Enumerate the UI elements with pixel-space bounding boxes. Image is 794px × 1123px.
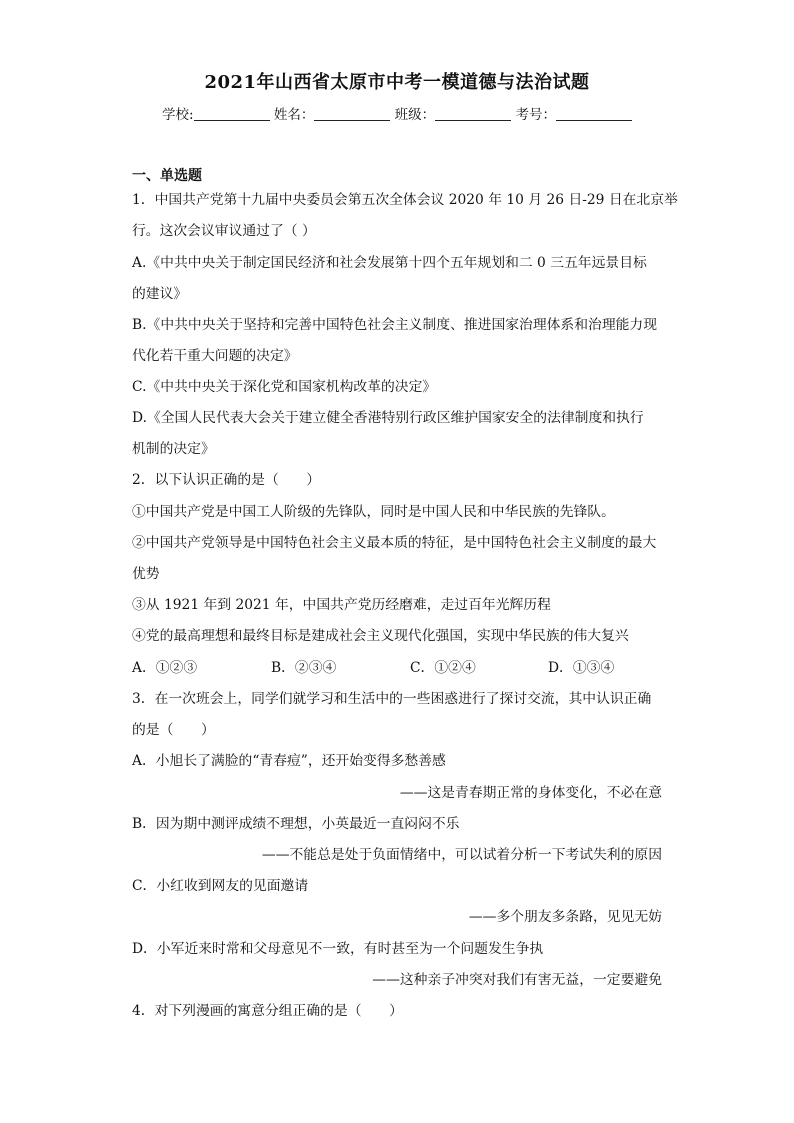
q1-option-d-line-2: 机制的决定》 bbox=[132, 441, 215, 457]
q3-stem-line-2: 的是（ ） bbox=[132, 722, 215, 738]
q1-stem-line-1: 1．中国共产党第十九届中央委员会第五次全体会议 2020 年 10 月 26 日-29 日在北京举 bbox=[132, 192, 678, 208]
q4-stem: 4．对下列漫画的寓意分组正确的是（ ） bbox=[132, 1003, 403, 1019]
name-label: 姓名： bbox=[273, 107, 315, 123]
name-blank[interactable] bbox=[314, 106, 390, 121]
q2-option-d[interactable]: D．①③④ bbox=[548, 660, 615, 676]
q3-option-b: B．因为期中测评成绩不理想，小英最近一直闷闷不乐 bbox=[132, 816, 460, 832]
school-label: 学校: bbox=[162, 107, 194, 123]
exam-number-label: 考号： bbox=[515, 107, 556, 123]
q1-option-b-line-1: B.《中共中央关于坚持和完善中国特色社会主义制度、推进国家治理体系和治理能力现 bbox=[132, 317, 658, 333]
exam-number-blank[interactable] bbox=[556, 106, 632, 121]
section-title: 一、单选题 bbox=[132, 168, 202, 184]
exam-title: 2021年山西省太原市中考一模道德与法治试题 bbox=[204, 72, 590, 93]
q1-option-a-line-1: A.《中共中央关于制定国民经济和社会发展第十四个五年规划和二 0 三五年远景目标 bbox=[132, 255, 647, 271]
q3-option-a-comment: ——这是青春期正常的身体变化，不必在意 bbox=[399, 785, 662, 801]
q2-statement-1: ①中国共产党是中国工人阶级的先锋队，同时是中国人民和中华民族的先锋队。 bbox=[132, 504, 615, 520]
q1-option-d-line-1: D.《全国人民代表大会关于建立健全香港特别行政区维护国家安全的法律制度和执行 bbox=[132, 410, 644, 426]
q2-option-c[interactable]: C．①②④ bbox=[410, 660, 476, 676]
q2-option-a[interactable]: A．①②③ bbox=[132, 660, 198, 676]
q2-stem: 2．以下认识正确的是（ ） bbox=[132, 472, 321, 488]
student-info-row bbox=[0, 103, 794, 123]
q1-option-c: C.《中共中央关于深化党和国家机构改革的决定》 bbox=[132, 379, 437, 395]
school-blank[interactable] bbox=[194, 106, 270, 121]
q1-option-a-line-2: 的建议》 bbox=[132, 286, 188, 302]
q2-statement-4: ④党的最高理想和最终目标是建成社会主义现代化强国，实现中华民族的伟大复兴 bbox=[132, 628, 629, 644]
q3-option-b-comment: ——不能总是处于负面情绪中，可以试着分析一下考试失利的原因 bbox=[261, 847, 662, 863]
q2-statement-2-line-1: ②中国共产党领导是中国特色社会主义最本质的特征，是中国特色社会主义制度的最大 bbox=[132, 535, 657, 551]
q3-stem-line-1: 3．在一次班会上，同学们就学习和生活中的一些困惑进行了探讨交流，其中认识正确 bbox=[132, 691, 652, 707]
class-label: 班级： bbox=[394, 107, 436, 123]
class-blank[interactable] bbox=[435, 106, 511, 121]
q3-option-c: C．小红收到网友的见面邀请 bbox=[132, 878, 309, 894]
q3-option-a: A．小旭长了满脸的“青春痘”，还开始变得多愁善感 bbox=[132, 753, 446, 769]
q2-option-b[interactable]: B．②③④ bbox=[271, 660, 337, 676]
q1-option-b-line-2: 代化若干重大问题的决定》 bbox=[132, 348, 298, 364]
q3-option-d-comment: ——这种亲子冲突对我们有害无益，一定要避免 bbox=[372, 972, 662, 988]
q2-statement-2-line-2: 优势 bbox=[132, 566, 160, 582]
q3-option-d: D．小军近来时常和父母意见不一致，有时甚至为一个问题发生争执 bbox=[132, 941, 544, 957]
q2-statement-3: ③从 1921 年到 2021 年，中国共产党历经磨难，走过百年光辉历程 bbox=[132, 597, 551, 613]
q1-stem-line-2: 行。这次会议审议通过了（ ） bbox=[132, 223, 316, 239]
q3-option-c-comment: ——多个朋友多条路，见见无妨 bbox=[468, 909, 662, 925]
